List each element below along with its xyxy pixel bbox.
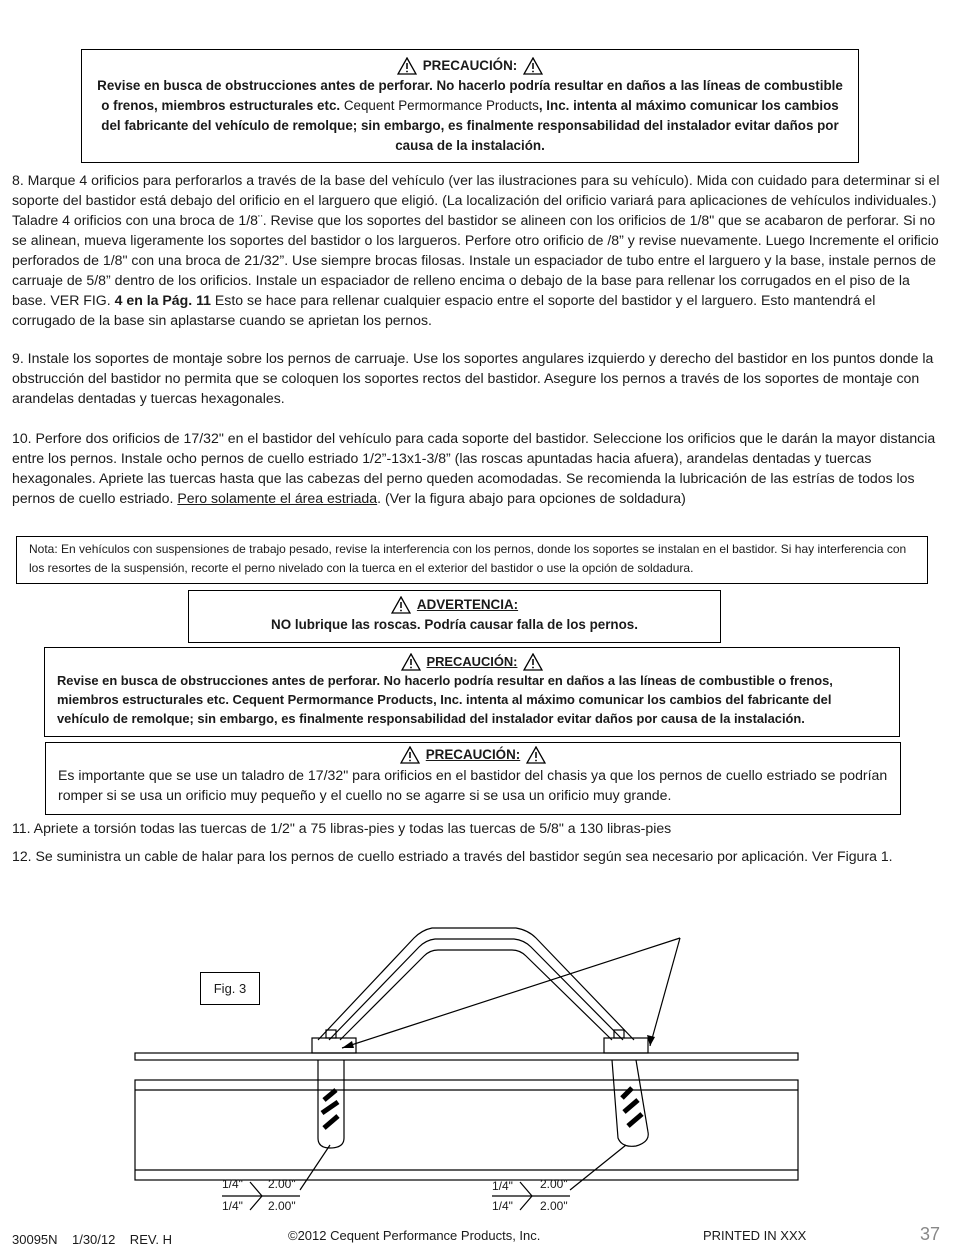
installation-figure xyxy=(0,900,954,1220)
step-8-text-a: 8. Marque 4 orificios para perforarlos a través de la base del vehículo (ver las ilustraciones para su vehículo). Mida con cuidado para determinar si el soporte del bastidor está debajo del orificio en el larguero que eligió. (La localización del orificio variará para aplicaciones de vehículos individuales.) Taladre 4 orificios con una broca de 1/8¨. Revise que los soportes del bastidor se alineen con los orificios de 1/8" que se acabaron de perforar. Si no se alinean, mueva ligeramente los soportes del bastidor o los largueros. Perfore otro orificio de /8” y revise nuevamente. Luego Incremente el orificio perforados de 1/8" con una broca de 21/32”. Use siempre brocas filosas. Instale un espaciador de tubo entre el larguero y la base, instale pernos de carruaje de 5/8” dentro de los orificios. Instale un espaciador de relleno encima o debajo de la base para rellenar los corrugados en el piso de la base. VER FIG. xyxy=(12,172,940,308)
footer-doc-number: 30095N 1/30/12 REV. H xyxy=(12,1232,172,1247)
warning-triangle-icon xyxy=(400,746,420,764)
caution-body: Revise en busca de obstrucciones antes de perforar. No hacerlo podría resultar en daños a las líneas de combustible o frenos, miembros estructurales etc. Cequent Permormance Products, Inc. intenta al máximo comunicar los cambios del fabricante del vehículo de remolque; sin embargo, es finalmente responsabilidad del instalador evitar daños por causa de la instalación. xyxy=(57,673,833,726)
warning-triangle-icon xyxy=(401,653,421,671)
weld-left-size-bot: 1/4" xyxy=(222,1199,243,1213)
right-bracket-top xyxy=(604,1038,648,1053)
caution-text-c: , Inc. intenta al máximo comunicar los cambios del fabricante del vehículo de remolque; sin embargo, es finalmente responsabilidad del instalador evitar daños por causa de la instalación. xyxy=(101,98,839,153)
right-frame-bracket xyxy=(612,1060,648,1146)
footer-copyright: ©2012 Cequent Performance Products, Inc. xyxy=(288,1228,541,1243)
weld-right-len-bot: 2.00" xyxy=(540,1199,568,1213)
caution-header xyxy=(58,745,888,765)
caution-header xyxy=(92,56,848,76)
warning-triangle-icon xyxy=(523,57,543,75)
step-11: 11. Apriete a torsión todas las tuercas de 1/2" a 75 libras-pies y todas las tuercas de 5/8" a 130 libras-pies xyxy=(12,820,672,836)
warning-triangle-icon xyxy=(397,57,417,75)
caution-box-middle xyxy=(44,647,900,737)
warning-text: NO lubrique las roscas. Podría causar falla de los pernos. xyxy=(271,617,638,632)
caution-body: Es importante que se use un taladro de 17/32" para orificios en el bastidor del chasis ya que los pernos de cuello estriado se podrían romper si se usa un orificio muy pequeño y el cuello no se agarre si se usa un orificio muy grande. xyxy=(58,767,888,803)
step-8 xyxy=(12,170,942,330)
base-plate xyxy=(135,1053,798,1060)
page-number: 37 xyxy=(919,1224,940,1244)
step-10-underlined: Pero solamente el área estriada xyxy=(177,490,378,506)
weld-left-len-bot: 2.00" xyxy=(268,1199,296,1213)
caution-text-a: Revise en busca de obstrucciones antes de perforar. No hacerlo podría resultar en daños a las líneas de combustible o frenos, miembros estructurales etc. xyxy=(97,78,843,113)
weld-right-len-top: 2.00" xyxy=(540,1177,568,1191)
step-10-text-b: . (Ver la figura abajo para opciones de soldadura) xyxy=(377,490,686,506)
warning-triangle-icon xyxy=(526,746,546,764)
step-9: 9. Instale los soportes de montaje sobre los pernos de carruaje. Use los soportes angulares izquierdo y derecho del bastidor en los puntos donde la obstrucción del bastidor no permita que se coloquen los soportes rectos del bastidor. Asegure los pernos a través de los soportes de montaje con arandelas dentadas y tuercas hexagonales. xyxy=(12,350,934,406)
caution-title: PRECAUCIÓN: xyxy=(426,654,518,669)
caution-title: PRECAUCIÓN: xyxy=(422,58,518,73)
weld-right-size-top: 1/4" xyxy=(492,1179,513,1193)
crossmember-inner xyxy=(340,950,612,1040)
weld-left-len-top: 2.00" xyxy=(268,1177,296,1191)
warning-box xyxy=(188,590,721,643)
step-10-text-a: 10. Perfore dos orificios de 17/32" en el bastidor del vehículo para cada soporte del bastidor. Seleccione los orificios que le darán la mayor distancia entre los pernos. Instale ocho pernos de cuello estriado 1/2”-13x1-3/8” (las roscas apuntadas hacia afuera), arandelas dentadas y tuercas hexagonales. Apriete las tuercas hasta que las cabezas del perno queden acomodadas. Se recomienda la lubricación de las estrías de todos los pernos de cuello estriado. xyxy=(12,430,936,506)
note-box: Nota: En vehículos con suspensiones de trabajo pesado, revise la interferencia con los pernos, donde los soportes se instalan en el bastidor. Si hay interferencia con los resortes de la suspensión, recorte el perno nivelado con la tuerca en el exterior del bastidor o use la opción de soldadura. xyxy=(16,536,928,584)
warning-title: ADVERTENCIA: xyxy=(416,597,519,612)
caution-header xyxy=(57,652,887,671)
warning-header xyxy=(197,595,712,615)
caution-box-drill xyxy=(45,742,901,815)
warning-triangle-icon xyxy=(391,596,411,614)
crossmember-outer xyxy=(318,928,634,1040)
step-8-figure-ref: 4 en la Pág. 11 xyxy=(114,292,211,308)
step-12: 12. Se suministra un cable de halar para los pernos de cuello estriado a través del bastidor según sea necesario por aplicación. Ver Figura 1. xyxy=(12,848,893,864)
figure-label: Fig. 3 xyxy=(200,972,260,1005)
caution-body xyxy=(92,76,848,156)
weld-left-size-top: 1/4" xyxy=(222,1177,243,1191)
caution-company: Cequent Permormance Products xyxy=(343,98,539,113)
caution-title: PRECAUCIÓN: xyxy=(425,747,521,762)
footer-printed: PRINTED IN XXX xyxy=(703,1228,807,1243)
step-10 xyxy=(12,428,942,508)
weld-right-size-bot: 1/4" xyxy=(492,1199,513,1213)
frame-rail xyxy=(135,1080,798,1180)
caution-box-top xyxy=(81,49,859,163)
warning-triangle-icon xyxy=(523,653,543,671)
step-8-text-b: Esto se hace para rellenar cualquier espacio entre el soporte del bastidor y el larguero. Esto mantendrá el corrugado de la base sin aplastarse cuando se aprietan los pernos. xyxy=(12,292,876,328)
